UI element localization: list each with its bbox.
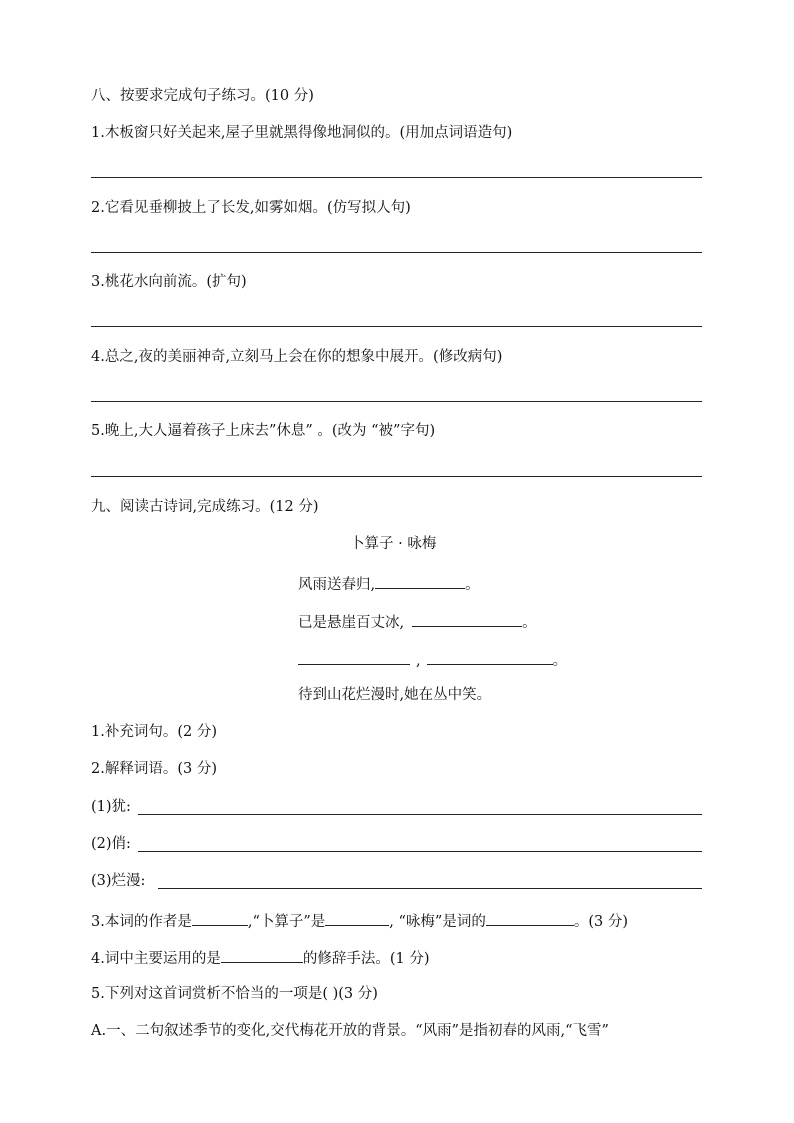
q3-blank-author[interactable] <box>192 909 248 926</box>
answer-line-8-3[interactable] <box>91 326 702 327</box>
q2-item-1-label: (1)犹: <box>91 799 131 815</box>
question-3 <box>91 909 628 932</box>
poem-line-2-text: 已是悬崖百丈冰, <box>298 615 405 631</box>
section-8-item-2: 2.它看见垂柳披上了长发,如雾如烟。(仿写拟人句) <box>91 200 411 216</box>
q2-item-3-label: (3)烂漫: <box>91 873 146 889</box>
poem-line-3 <box>298 648 567 671</box>
poem-line-3-mid: , <box>416 653 421 669</box>
q2-item-2-line[interactable] <box>138 851 702 852</box>
q3-part-4: 。(3 分) <box>573 914 628 930</box>
poem-line-4: 待到山花烂漫时,她在丛中笑。 <box>298 687 492 703</box>
question-1: 1.补充词句。(2 分) <box>91 724 217 740</box>
question-5: 5.下列对这首词赏析不恰当的一项是( )(3 分) <box>91 986 378 1002</box>
answer-line-8-5[interactable] <box>91 476 702 477</box>
section-8-item-5: 5.晚上,大人逼着孩子上床去”休息” 。(改为 “被”字句) <box>91 423 436 439</box>
poem-blank-2[interactable] <box>412 610 522 627</box>
poem-line-3-end: 。 <box>552 653 568 669</box>
q3-part-3: , “咏梅”是词的 <box>389 914 486 930</box>
q5-option-a: A.一、二句叙述季节的变化,交代梅花开放的背景。“风雨”是指初春的风雨,“飞雪” <box>91 1023 609 1039</box>
section-8-heading: 八、按要求完成句子练习。(10 分) <box>91 88 314 104</box>
answer-line-8-1[interactable] <box>91 177 702 178</box>
q2-item-2-label: (2)俏: <box>91 836 131 852</box>
q3-part-1: 3.本词的作者是 <box>91 914 192 930</box>
q2-item-3-line[interactable] <box>158 888 702 889</box>
poem-blank-4[interactable] <box>427 648 553 665</box>
poem-line-2-end: 。 <box>522 615 537 631</box>
question-2: 2.解释词语。(3 分) <box>91 761 217 777</box>
section-8-item-4: 4.总之,夜的美丽神奇,立刻马上会在你的想象中展开。(修改病句) <box>91 349 503 365</box>
q4-part-2: 的修辞手法。(1 分) <box>302 951 430 967</box>
section-8-item-1: 1.木板窗只好关起来,屋子里就黑得像地洞似的。(用加点词语造句) <box>91 125 513 141</box>
poem-line-2 <box>298 610 537 633</box>
poem-blank-1[interactable] <box>375 572 465 589</box>
poem-title: 卜算子 · 咏梅 <box>350 536 437 552</box>
q2-item-1-line[interactable] <box>138 814 702 815</box>
answer-line-8-2[interactable] <box>91 252 702 253</box>
section-9-heading: 九、阅读古诗词,完成练习。(12 分) <box>91 499 319 515</box>
poem-line-1 <box>298 572 480 595</box>
q4-blank[interactable] <box>221 946 303 963</box>
q3-blank-cipai[interactable] <box>325 909 389 926</box>
poem-line-1-text: 风雨送春归, <box>298 577 376 593</box>
poem-blank-3[interactable] <box>298 648 410 665</box>
q4-part-1: 4.词中主要运用的是 <box>91 951 221 967</box>
poem-line-1-end: 。 <box>465 577 480 593</box>
question-4 <box>91 946 430 969</box>
section-8-item-3: 3.桃花水向前流。(扩句) <box>91 274 247 290</box>
q3-blank-title[interactable] <box>486 909 574 926</box>
q3-part-2: ,“卜算子”是 <box>247 914 326 930</box>
answer-line-8-4[interactable] <box>91 401 702 402</box>
